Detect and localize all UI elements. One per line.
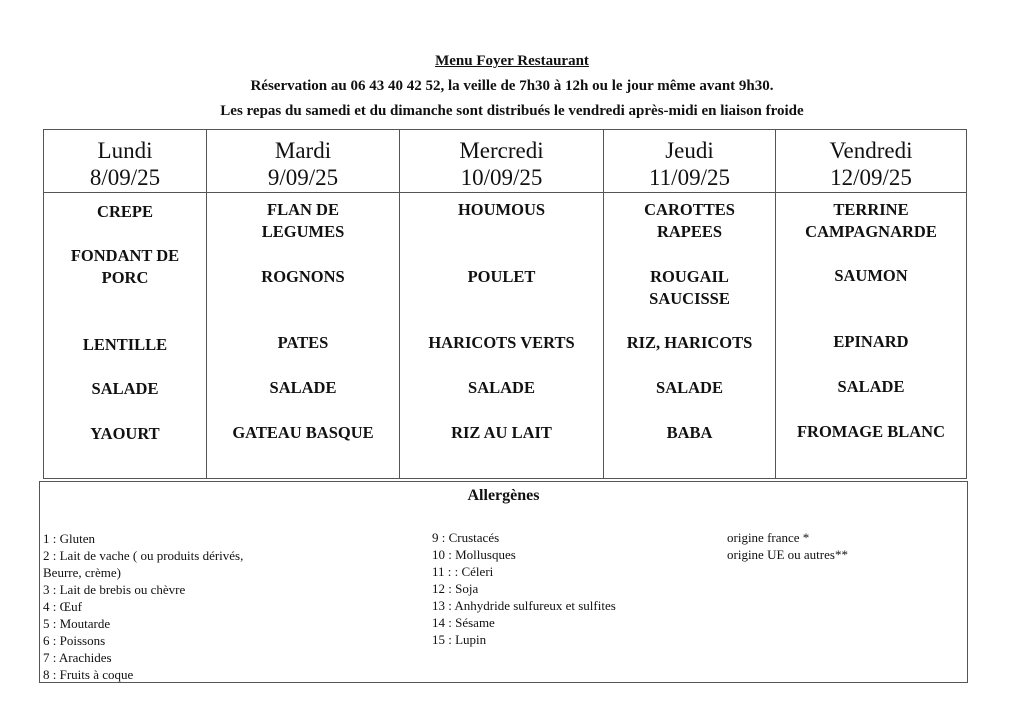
- day-name: Jeudi: [665, 138, 714, 163]
- dish-salad: SALADE: [656, 378, 723, 397]
- weekend-note: Les repas du samedi et du dimanche sont distribués le vendredi après-midi en liaison froide: [220, 103, 804, 119]
- dish-side: EPINARD: [833, 332, 909, 351]
- day-name: Mardi: [274, 138, 332, 163]
- day-column-friday: [776, 130, 966, 478]
- day-header: [400, 130, 603, 193]
- allergen-item: 15 : Lupin: [432, 632, 487, 647]
- allergen-item: 14 : Sésame: [432, 615, 495, 630]
- dish-main: SAUMON: [834, 266, 908, 285]
- dish-main: POULET: [467, 267, 536, 286]
- dish-starter: TERRINE CAMPAGNARDE: [805, 200, 937, 241]
- dish-dessert: FROMAGE BLANC: [796, 422, 946, 441]
- allergens-list-1: [43, 530, 243, 683]
- allergen-item: 9 : Crustacés: [432, 530, 500, 545]
- allergen-item: 8 : Fruits à coque: [43, 667, 134, 682]
- dish-side: LENTILLE: [82, 335, 168, 354]
- day-name: Mercredi: [459, 138, 544, 163]
- day-column-thursday: [604, 130, 776, 478]
- menu-title: Menu Foyer Restaurant: [435, 53, 589, 69]
- allergen-item: 6 : Poissons: [43, 633, 106, 648]
- dish-salad: SALADE: [468, 378, 535, 397]
- allergen-item: 3 : Lait de brebis ou chèvre: [43, 582, 186, 597]
- day-date: 12/09/25: [830, 165, 912, 190]
- allergen-item: 10 : Mollusques: [432, 547, 516, 562]
- allergen-item: 7 : Arachides: [43, 650, 112, 665]
- dish-salad: SALADE: [837, 377, 905, 396]
- weekly-menu-table: [43, 129, 967, 479]
- allergen-item: 1 : Gluten: [43, 531, 95, 546]
- origin-legend: [727, 529, 848, 563]
- dish-main: FONDANT DE PORC: [70, 246, 180, 287]
- day-date: 11/09/25: [649, 165, 730, 190]
- dish-side: PATES: [277, 333, 329, 352]
- allergen-item: 12 : Soja: [432, 581, 479, 596]
- dish-dessert: BABA: [666, 423, 713, 442]
- allergen-item: Beurre, crème): [43, 565, 121, 580]
- day-date: 10/09/25: [460, 165, 543, 190]
- day-header: [604, 130, 775, 193]
- dish-dessert: GATEAU BASQUE: [232, 423, 374, 442]
- origin-item: origine france *: [727, 530, 810, 545]
- allergen-item: 2 : Lait de vache ( ou produits dérivés,: [43, 548, 244, 563]
- dish-main: ROGNONS: [261, 267, 345, 286]
- dish-dessert: RIZ AU LAIT: [451, 423, 552, 442]
- day-column-monday: [44, 130, 207, 478]
- dish-main: ROUGAIL SAUCISSE: [649, 267, 730, 308]
- day-column-tuesday: [207, 130, 400, 478]
- allergen-item: 11 : : Céleri: [432, 564, 494, 579]
- dish-side: RIZ, HARICOTS: [626, 333, 753, 352]
- dish-starter: HOUMOUS: [457, 200, 546, 219]
- day-header: [776, 130, 966, 193]
- day-header: [44, 130, 206, 193]
- allergens-box: [39, 481, 968, 683]
- allergen-item: 4 : Œuf: [43, 599, 82, 614]
- allergens-title: Allergènes: [467, 487, 540, 504]
- allergens-list-2: [432, 529, 616, 648]
- day-name: Lundi: [97, 138, 153, 163]
- day-header: [207, 130, 399, 193]
- day-date: 8/09/25: [89, 165, 161, 190]
- dish-starter: FLAN DE LEGUMES: [261, 200, 345, 241]
- day-column-wednesday: [400, 130, 604, 478]
- dish-dessert: YAOURT: [90, 424, 160, 443]
- allergen-item: 5 : Moutarde: [43, 616, 111, 631]
- day-name: Vendredi: [829, 138, 913, 163]
- dish-salad: SALADE: [269, 378, 337, 397]
- day-date: 9/09/25: [267, 165, 339, 190]
- dish-salad: SALADE: [91, 379, 159, 398]
- dish-starter: CAROTTES RAPEES: [644, 200, 735, 241]
- allergen-item: 13 : Anhydride sulfureux et sulfites: [432, 598, 616, 613]
- origin-item: origine UE ou autres**: [727, 547, 848, 562]
- dish-starter: CREPE: [97, 202, 153, 221]
- reservation-info: Réservation au 06 43 40 42 52, la veille de 7h30 à 12h ou le jour même avant 9h30.: [250, 78, 774, 94]
- dish-side: HARICOTS VERTS: [428, 333, 575, 352]
